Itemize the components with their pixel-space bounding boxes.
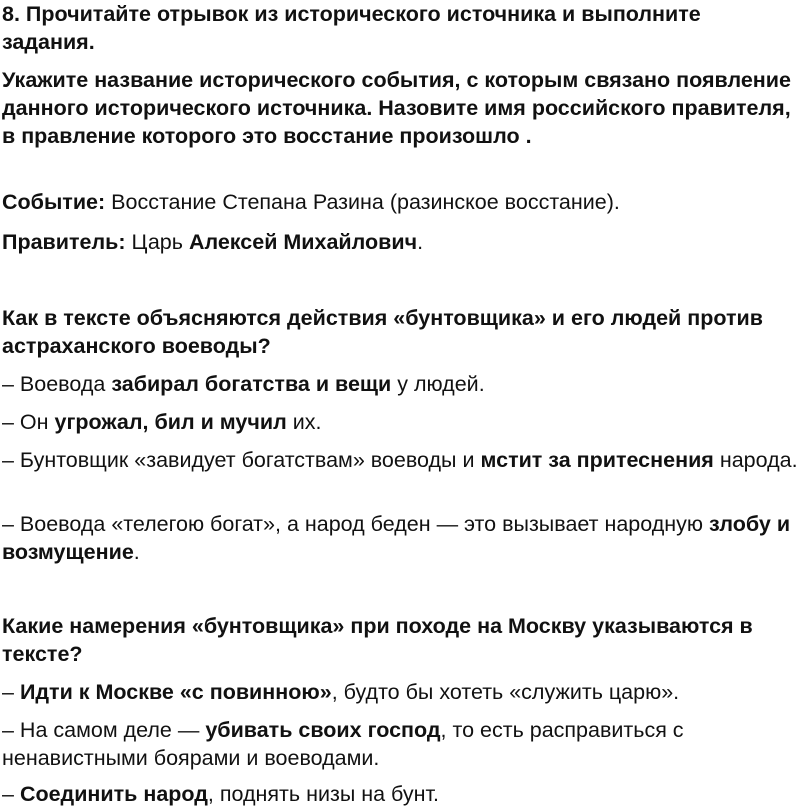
text-run: –	[2, 782, 20, 806]
text-run: – На самом деле —	[2, 718, 206, 742]
bold-run: злобу и возмущение	[2, 512, 791, 564]
bold-run: угрожал, бил и мучил	[54, 410, 287, 434]
question-event-ruler: Укажите название исторического события, с которым связано появление данного исторического источника. Назовите имя российского правителя, в правление которого это восстание произошло .	[2, 68, 791, 148]
answer-intentions-3	[2, 780, 798, 808]
text-run: , поднять низы на бунт.	[207, 782, 439, 806]
ruler-prefix: Царь	[125, 230, 189, 254]
bold-run: мстит за притеснения	[480, 448, 714, 472]
text-run: – Бунтовщик «завидует богатствам» воеводы и	[2, 448, 481, 472]
bold-run: забирал богатства и вещи	[111, 372, 392, 396]
text-run: – Он	[2, 410, 55, 434]
bold-run: Идти к Москве «с повинною»	[19, 680, 332, 704]
text-run: , будто бы хотеть «служить царю».	[331, 680, 680, 704]
text-run: .	[133, 540, 140, 564]
ruler-name: Алексей Михайлович	[188, 230, 418, 254]
text-run: у людей.	[391, 372, 485, 396]
answer-event	[2, 188, 798, 216]
event-value: Восстание Степана Разина (разинское восстание).	[105, 190, 620, 214]
text-run: их.	[286, 410, 322, 434]
answer-actions-3	[2, 446, 798, 474]
question-actions: Как в тексте объясняются действия «бунтовщика» и его людей против астраханского воеводы?	[2, 306, 763, 358]
bold-run: Соединить народ	[19, 782, 208, 806]
text-run: – Воевода	[2, 372, 112, 396]
text-run: , то есть расправиться с ненавистными боярами и воеводами.	[2, 718, 684, 770]
answer-actions-4	[2, 510, 798, 566]
task-title: 8. Прочитайте отрывок из исторического источника и выполните задания.	[2, 2, 701, 54]
text-run: народа.	[713, 448, 798, 472]
answer-actions-2	[2, 408, 798, 436]
answer-intentions-2	[2, 716, 798, 772]
answer-actions-1	[2, 370, 798, 398]
ruler-suffix: .	[417, 230, 424, 254]
text-run: –	[2, 680, 20, 704]
bold-run: убивать своих господ	[205, 718, 441, 742]
ruler-label: Правитель:	[2, 230, 126, 254]
text-run: – Воевода «телегою богат», а народ беден — это вызывает народную	[2, 512, 710, 536]
question-intentions: Какие намерения «бунтовщика» при походе на Москву указываются в тексте?	[2, 614, 753, 666]
answer-intentions-1	[2, 678, 798, 706]
event-label: Событие:	[2, 190, 106, 214]
answer-ruler	[2, 228, 798, 256]
